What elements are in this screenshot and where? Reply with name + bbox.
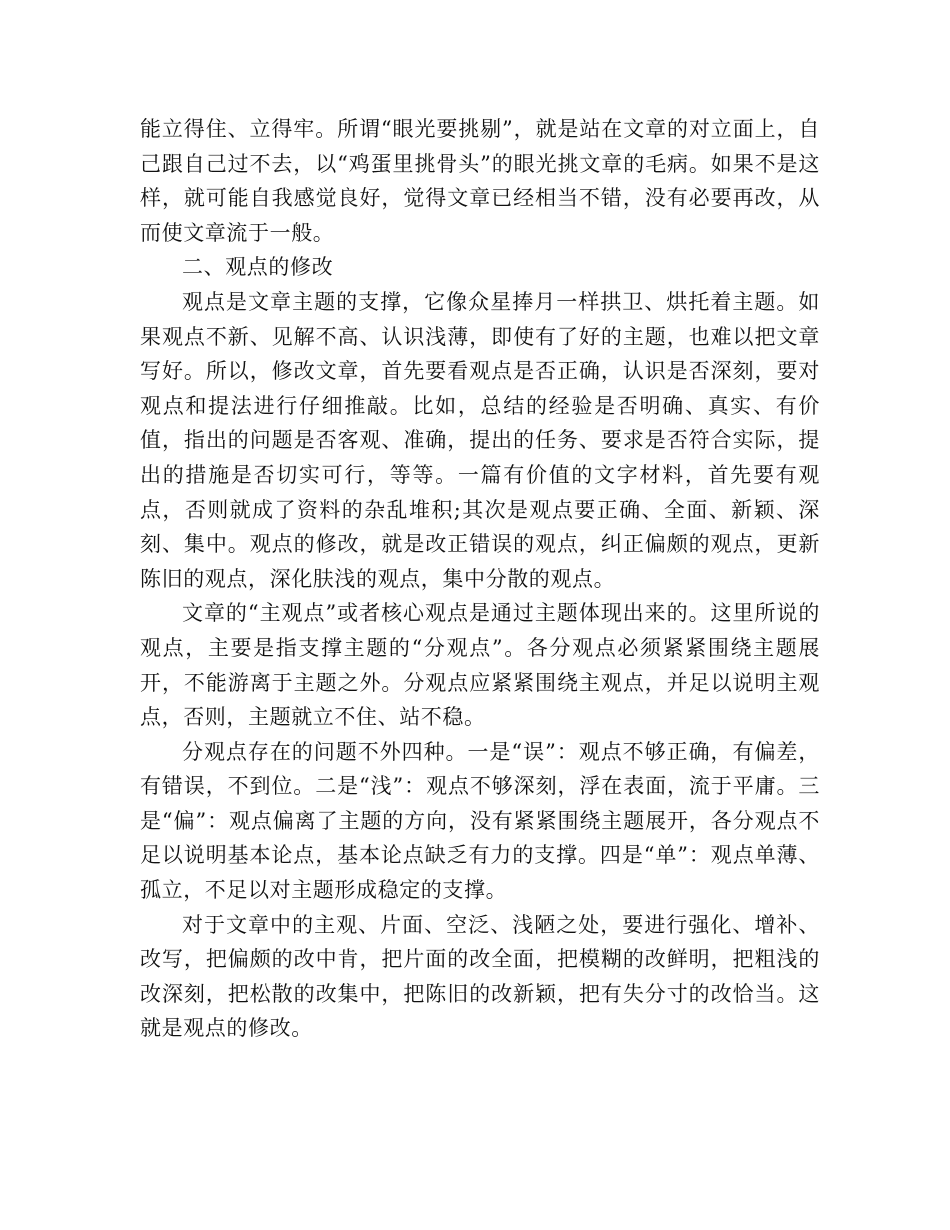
paragraph-continuation: 能立得住、立得牢。所谓“眼光要挑剔”，就是站在文章的对立面上，自己跟自己过不去，以“鸡蛋里挑骨头”的眼光挑文章的毛病。如果不是这样，就可能自我感觉良好，觉得文章已经相当不错，没有必要再改，从而使文章流于一般。 xyxy=(140,117,820,245)
paragraph-viewpoint-support: 观点是文章主题的支撑，它像众星捧月一样拱卫、烘托着主题。如果观点不新、见解不高、认识浅薄，即使有了好的主题，也难以把文章写好。所以，修改文章，首先要看观点是否正确，认识是否深刻，要对观点和提法进行仔细推敲。比如，总结的经验是否明确、真实、有价值，指出的问题是否客观、准确，提出的任务、要求是否符合实际，提出的措施是否切实可行，等等。一篇有价值的文字材料，首先要有观点，否则就成了资料的杂乱堆积;其次是观点要正确、全面、新颖、深刻、集中。观点的修改，就是改正错误的观点，纠正偏颇的观点，更新陈旧的观点，深化肤浅的观点，集中分散的观点。 xyxy=(140,289,820,591)
section-heading: 二、观点的修改 xyxy=(182,255,334,280)
paragraph-viewpoint-revision: 对于文章中的主观、片面、空泛、浅陋之处，要进行强化、增补、改写，把偏颇的改中肯，把片面的改全面，把模糊的改鲜明，把粗浅的改深刻，把松散的改集中，把陈旧的改新颖，把有失分寸的改恰当。这就是观点的修改。 xyxy=(140,912,820,1041)
paragraph-main-viewpoint: 文章的“主观点”或者核心观点是通过主题体现出来的。这里所说的观点，主要是指支撑主题的“分观点”。各分观点必须紧紧围绕主题展开，不能游离于主题之外。分观点应紧紧围绕主观点，并足以说明主观点，否则，主题就立不住、站不稳。 xyxy=(140,601,820,730)
document-body xyxy=(140,112,820,1046)
paragraph-viewpoint-problems: 分观点存在的问题不外四种。一是“误”：观点不够正确，有偏差，有错误，不到位。二是“浅”：观点不够深刻，浮在表面，流于平庸。三是“偏”：观点偏离了主题的方向，没有紧紧围绕主题展开，各分观点不足以说明基本论点，基本论点缺乏有力的支撑。四是“单”：观点单薄、孤立，不足以对主题形成稳定的支撑。 xyxy=(140,739,820,903)
